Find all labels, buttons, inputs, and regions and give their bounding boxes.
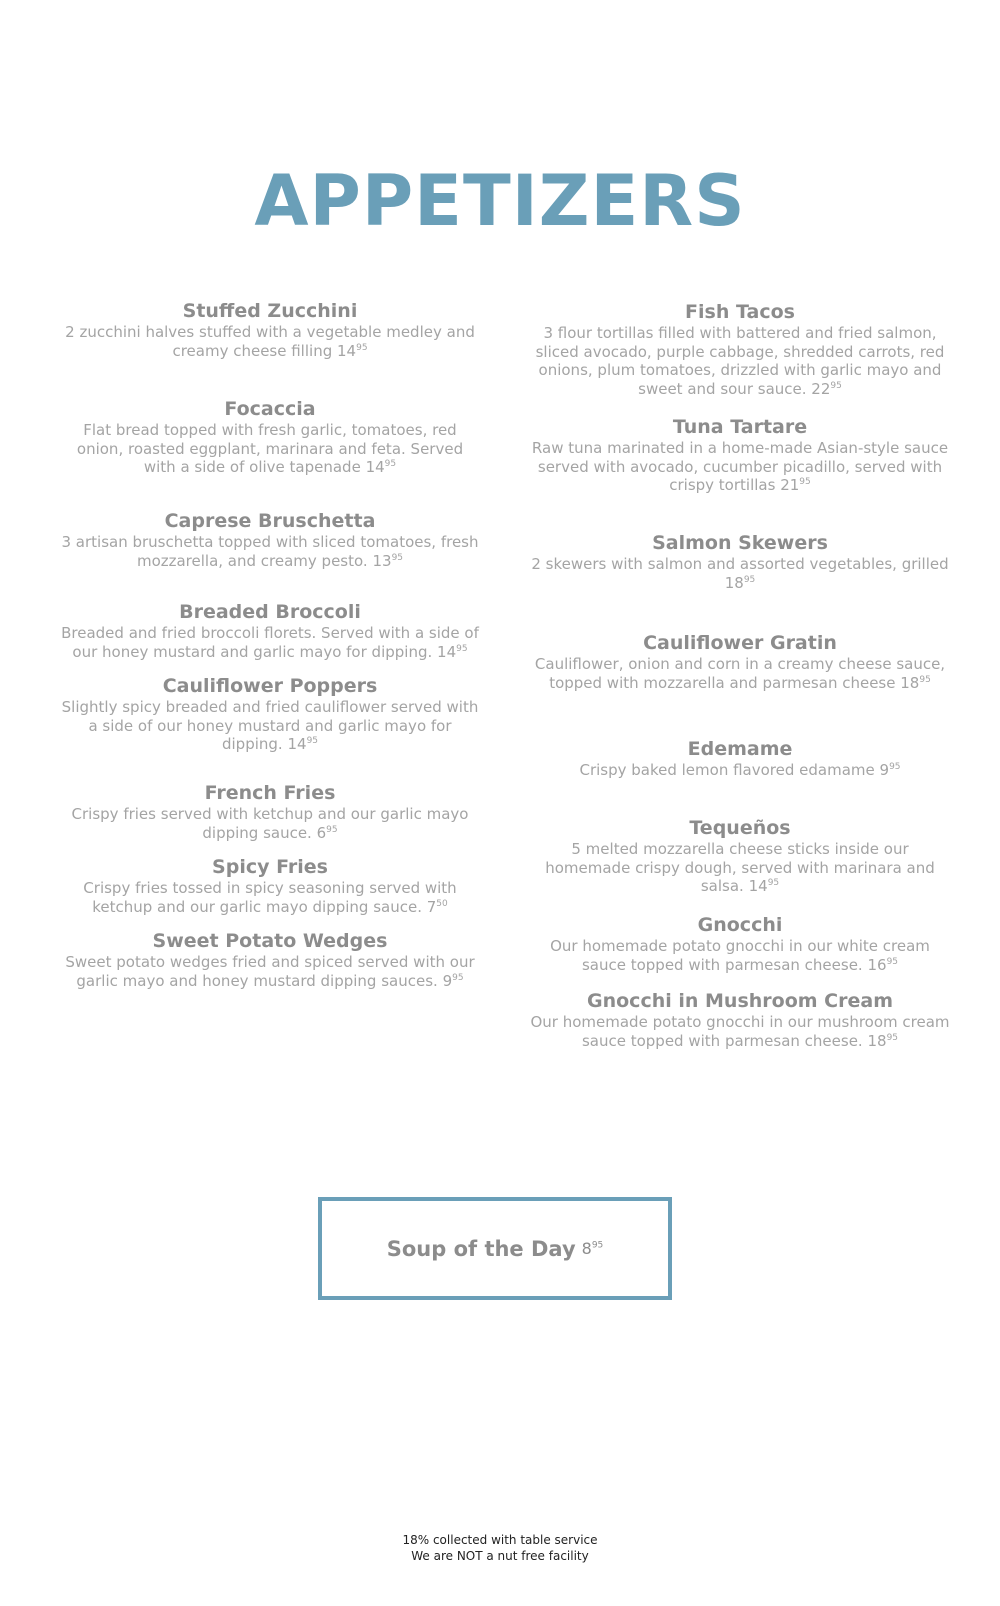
item-price: 22 (811, 379, 831, 398)
menu-item-cauliflower-poppers (60, 675, 480, 754)
item-price: 18 (724, 573, 744, 592)
footer-allergen-notice: We are NOT a nut free facility (411, 1549, 589, 1563)
footer-service-charge: 18% collected with table service (402, 1533, 598, 1547)
item-price: 14 (287, 735, 307, 753)
item-name: Edemame (687, 738, 793, 760)
item-name: Sweet Potato Wedges (152, 930, 388, 952)
item-price-cents: 95 (456, 643, 468, 654)
menu-item-gnocchi-mushroom-cream (530, 990, 950, 1050)
menu-item-cauliflower-gratin (530, 632, 950, 692)
item-price: 6 (316, 823, 327, 842)
item-price: 7 (426, 897, 437, 916)
item-price: 9 (879, 761, 890, 779)
item-description: 2 skewers with salmon and assorted vegetables, grilled $18^{95}$ (531, 555, 949, 592)
item-name: Stuffed Zucchini (182, 300, 358, 322)
soup-price-cents: 95 (591, 1240, 604, 1251)
item-price: 14 (337, 341, 357, 360)
item-description: Raw tuna marinated in a home-made Asian-style sauce served with avocado, cucumber picadillo, served with crispy tortillas $21^{95}$ (531, 439, 949, 494)
item-description: Slightly spicy breaded and fried cauliflower served with a side of our honey mustard and garlic mayo for dipping. $14^{95}$ (61, 698, 479, 753)
menu-item-tequenos (530, 817, 950, 896)
item-name: Fish Tacos (685, 301, 795, 323)
item-name: French Fries (204, 782, 336, 804)
item-price: 14 (437, 642, 457, 661)
item-name: Gnocchi in Mushroom Cream (587, 990, 893, 1012)
menu-item-tuna-tartare (530, 416, 950, 495)
item-name: Breaded Broccoli (179, 601, 361, 623)
item-price: 14 (365, 458, 385, 476)
menu-item-fish-tacos (530, 301, 950, 398)
menu-item-caprese-bruschetta (60, 510, 480, 570)
item-price: 16 (867, 955, 887, 974)
menu-item-gnocchi (530, 914, 950, 974)
menu-item-spicy-fries (60, 856, 480, 916)
item-description: 3 artisan bruschetta topped with sliced tomatoes, fresh mozzarella, and creamy pesto. $13^{95}$ (61, 533, 479, 570)
item-price-cents: 95 (452, 972, 464, 983)
item-price-cents: 95 (356, 342, 368, 353)
soup-of-the-day-box (318, 1197, 672, 1300)
item-description: Our homemade potato gnocchi in our white cream sauce topped with parmesan cheese. $16^{95}$ (550, 937, 930, 974)
item-name: Caprese Bruschetta (164, 510, 376, 532)
item-description: 5 melted mozzarella cheese sticks inside our homemade crispy dough, served with marinara and salsa. $14^{95}$ (545, 840, 935, 895)
item-name: Cauliflower Poppers (162, 675, 378, 697)
item-price-cents: 95 (384, 459, 397, 469)
item-price-cents: 50 (436, 898, 448, 909)
item-description: Crispy fries served with ketchup and our garlic mayo dipping sauce. $6^{95}$ (71, 805, 469, 842)
item-description: 2 zucchini halves stuffed with a vegetable medley and creamy cheese filling $14^{95}$ (65, 323, 475, 360)
item-description: Breaded and fried broccoli florets. Served with a side of our honey mustard and garlic mayo for dipping. $14^{95}$ (61, 624, 479, 661)
menu-item-sweet-potato-wedges (60, 930, 480, 990)
item-name: Focaccia (224, 398, 316, 420)
item-price-cents: 95 (326, 824, 338, 835)
soup-name: Soup of the Day (386, 1236, 576, 1261)
menu-item-stuffed-zucchini (60, 300, 480, 360)
item-name: Spicy Fries (212, 856, 328, 878)
menu-item-french-fries (60, 782, 480, 842)
item-price-cents: 95 (767, 878, 780, 888)
footer-notes (0, 1532, 1000, 1564)
item-price-cents: 95 (886, 956, 899, 967)
soup-price: $8^{95}$ (581, 1239, 604, 1258)
menu-item-breaded-broccoli (60, 601, 480, 661)
item-price: 21 (780, 476, 800, 494)
item-price: 14 (748, 877, 768, 895)
item-price-cents: 95 (889, 762, 901, 772)
menu-item-edemame (530, 738, 950, 780)
item-name: Tequeños (689, 817, 791, 839)
item-description: Crispy baked lemon flavored edamame $9^{95}$ (579, 761, 901, 779)
item-name: Gnocchi (697, 914, 783, 936)
item-price: 18 (867, 1031, 887, 1050)
item-description: Sweet potato wedges fried and spiced served with our garlic mayo and honey mustard dipping sauces. $9^{95}$ (65, 953, 475, 990)
item-price: 18 (900, 673, 920, 692)
item-description: 3 flour tortillas filled with battered and fried salmon, sliced avocado, purple cabbage, shredded carrots, red onions, plum tomatoes, drizzled with garlic mayo and sweet and sour sauce. $22^{95}$ (535, 324, 945, 398)
item-price-cents: 95 (830, 380, 842, 391)
item-description: Cauliflower, onion and corn in a creamy cheese sauce, topped with mozzarella and parmesan cheese $18^{95}$ (534, 655, 946, 692)
item-description: Crispy fries tossed in spicy seasoning served with ketchup and our garlic mayo dipping sauce. $7^{50}$ (83, 879, 457, 916)
item-price-cents: 95 (306, 736, 319, 746)
item-description: Our homemade potato gnocchi in our mushroom cream sauce topped with parmesan cheese. $18^{95}$ (530, 1013, 950, 1050)
item-name: Salmon Skewers (652, 532, 828, 554)
item-description: Flat bread topped with fresh garlic, tomatoes, red onion, roasted eggplant, marinara and feta. Served with a side of olive tapenade $14^{95}$ (76, 421, 464, 476)
item-price-cents: 95 (886, 1032, 899, 1043)
item-price-cents: 95 (391, 552, 404, 563)
item-price: 13 (372, 551, 392, 570)
item-price-cents: 95 (919, 674, 931, 685)
item-name: Cauliflower Gratin (643, 632, 837, 654)
item-name: Tuna Tartare (672, 416, 808, 438)
menu-item-salmon-skewers (530, 532, 950, 592)
menu-item-focaccia (60, 398, 480, 477)
item-price-cents: 95 (799, 477, 811, 487)
item-price-cents: 95 (743, 574, 756, 585)
item-price: 9 (442, 971, 453, 990)
page-title: APPETIZERS (254, 160, 746, 242)
